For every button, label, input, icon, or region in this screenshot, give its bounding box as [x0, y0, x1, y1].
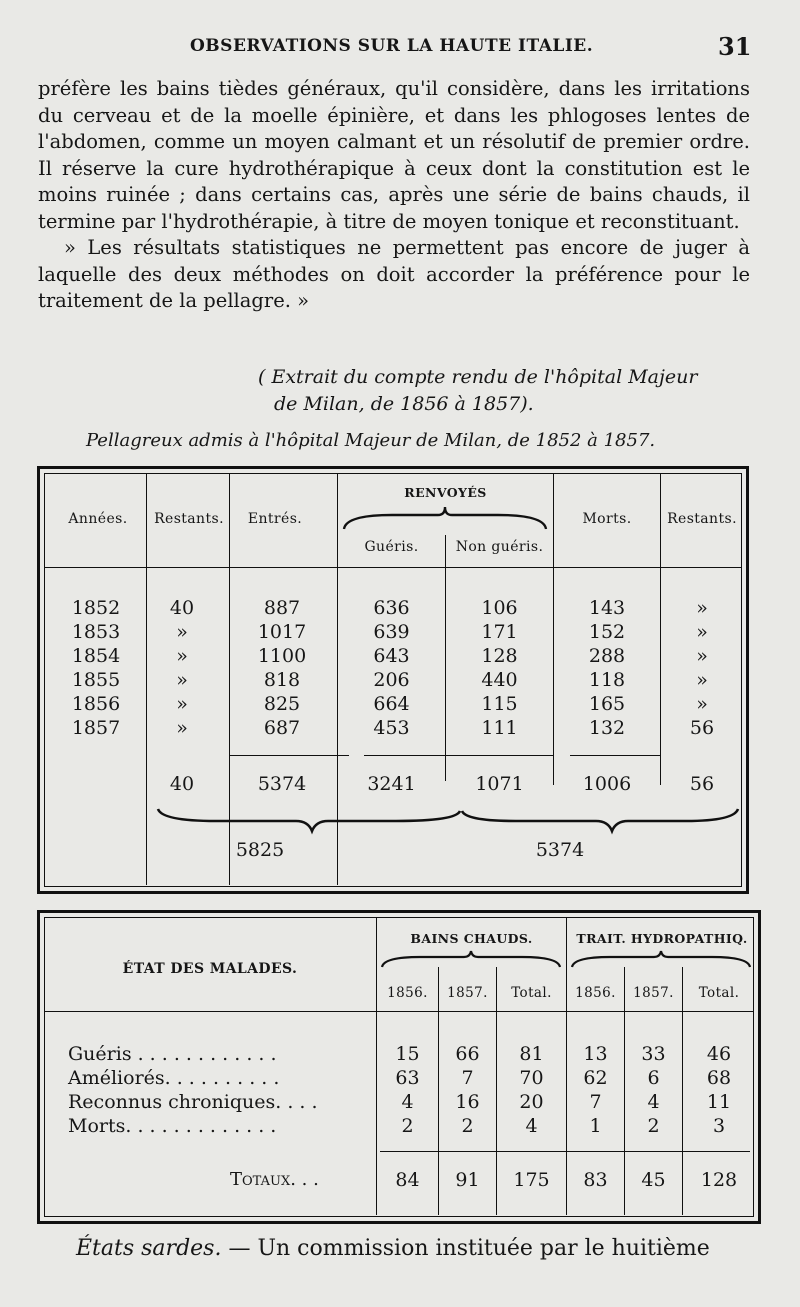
subheader: 1856. — [387, 985, 428, 1001]
cell: 4 — [647, 1091, 660, 1113]
cell: 7 — [589, 1091, 602, 1113]
cell: 639 — [373, 621, 410, 643]
subheader: Total. — [698, 985, 740, 1001]
body-text — [38, 76, 750, 315]
cell: 1854 — [71, 645, 121, 667]
cell: 2 — [401, 1115, 414, 1137]
page-number: 31 — [718, 32, 752, 61]
header-morts: Morts. — [582, 511, 632, 527]
cell: 56 — [689, 717, 715, 739]
cell: 4 — [401, 1091, 414, 1113]
row-label: Morts. . . . . . . . . . . . . — [68, 1115, 277, 1137]
cell: 13 — [583, 1043, 608, 1065]
group-header-bains: BAINS CHAUDS. — [410, 931, 533, 946]
cell: 115 — [481, 693, 518, 715]
header-rule — [44, 1011, 754, 1012]
etat-malades-table — [37, 910, 761, 1224]
cell: 40 — [169, 773, 195, 795]
cell: 128 — [481, 645, 518, 667]
cell: 3 — [712, 1115, 726, 1137]
sum-rule — [364, 755, 554, 756]
cell: 128 — [700, 1169, 738, 1191]
cell: 46 — [706, 1043, 732, 1065]
cell: 66 — [455, 1043, 480, 1065]
cell: 68 — [706, 1067, 732, 1089]
running-title: OBSERVATIONS SUR LA HAUTE ITALIE. — [190, 36, 594, 56]
brace-renvoyes — [342, 505, 548, 531]
cell: 11 — [706, 1091, 732, 1113]
group-header-hydro: TRAIT. HYDROPATHIQ. — [576, 931, 748, 946]
page-header — [0, 34, 800, 64]
cell: 7 — [461, 1067, 474, 1089]
cell: 1855 — [71, 669, 121, 691]
cell: » — [176, 693, 188, 715]
cell: 143 — [588, 597, 626, 619]
cell: » — [696, 693, 708, 715]
cell: 91 — [455, 1169, 480, 1191]
cell: 453 — [373, 717, 410, 739]
cell: 818 — [263, 669, 301, 691]
header-renvoyes: RENVOYÉS — [404, 485, 487, 500]
cell: 63 — [395, 1067, 420, 1089]
cell: 111 — [481, 717, 518, 739]
cell: 84 — [395, 1169, 420, 1191]
paragraph: » Les résultats statistiques ne permettent pas encore de juger à laquelle des deux méthodes on doit accorder la préférence pour le traitement de la pellagre. » — [38, 236, 750, 312]
footer-line — [76, 1236, 710, 1261]
cell: 664 — [373, 693, 410, 715]
cell: 887 — [263, 597, 301, 619]
row-label: Reconnus chroniques. . . . — [68, 1091, 318, 1113]
footer-text: — Un commission instituée par le huitième — [221, 1236, 710, 1261]
cell: 4 — [525, 1115, 538, 1137]
sum-rule — [380, 1151, 750, 1152]
cell: 825 — [263, 693, 301, 715]
header-annees: Années. — [68, 511, 128, 527]
subheader: 1857. — [447, 985, 488, 1001]
source-citation — [258, 364, 697, 418]
cell: 440 — [481, 669, 518, 691]
cell: 132 — [588, 717, 626, 739]
cell: 1852 — [71, 597, 121, 619]
cell: 636 — [373, 597, 410, 619]
cell: 83 — [583, 1169, 608, 1191]
source-line: de Milan, de 1856 à 1857). — [274, 393, 534, 415]
footer-italic: États sardes. — [76, 1236, 222, 1261]
paragraph: préfère les bains tièdes généraux, qu'il considère, dans les irritations du cerveau et de la moelle épinière, et dans les phlogoses lentes de l'abdomen, comme un moyen calmant et un résolutif de premier ordre. Il réserve la cure hydrothérapique à ceux dont la constitution est le moins ruinée ; dans certains cas, après une série de bains chauds, il termine par l'hydrothérapie, à titre de moyen tonique et reconstituant. — [38, 77, 750, 233]
header-non-gueris: Non guéris. — [455, 539, 544, 555]
grand-total-braces — [156, 805, 740, 839]
header-restants-final: Restants. — [667, 511, 737, 527]
cell: 1856 — [71, 693, 121, 715]
cell: 288 — [588, 645, 626, 667]
header-rule — [44, 567, 742, 568]
cell: 40 — [169, 597, 195, 619]
cell: 2 — [461, 1115, 474, 1137]
cell: 33 — [641, 1043, 666, 1065]
row-label: Améliorés. . . . . . . . . . — [68, 1067, 280, 1089]
cell: » — [696, 645, 708, 667]
cell: 175 — [513, 1169, 550, 1191]
cell: 16 — [455, 1091, 480, 1113]
table-caption: Pellagreux admis à l'hôpital Majeur de Milan, de 1852 à 1857. — [86, 430, 656, 451]
cell: 206 — [373, 669, 410, 691]
cell: 118 — [588, 669, 626, 691]
sum-rule — [570, 755, 660, 756]
cell: 1100 — [257, 645, 307, 667]
cell: » — [696, 597, 708, 619]
cell: 1017 — [257, 621, 307, 643]
row-label: Guéris . . . . . . . . . . . . — [68, 1043, 277, 1065]
cell: » — [696, 669, 708, 691]
cell: 165 — [588, 693, 626, 715]
cell: » — [176, 645, 188, 667]
cell: 687 — [263, 717, 301, 739]
cell: 70 — [519, 1067, 544, 1089]
grand-total-admitted: 5825 — [235, 839, 285, 861]
cell: 81 — [519, 1043, 544, 1065]
brace-hydro — [570, 949, 752, 969]
cell: 1857 — [71, 717, 121, 739]
cell: » — [176, 717, 188, 739]
cell: 6 — [647, 1067, 660, 1089]
cell: » — [176, 669, 188, 691]
cell: 1853 — [71, 621, 121, 643]
header-gueris: Guéris. — [364, 539, 419, 555]
table-title: ÉTAT DES MALADES. — [122, 961, 298, 977]
cell: 56 — [689, 773, 715, 795]
pellagreux-table — [37, 466, 749, 894]
source-line: ( Extrait du compte rendu de l'hôpital Majeur — [258, 366, 698, 388]
cell: 62 — [583, 1067, 608, 1089]
cell: 45 — [641, 1169, 666, 1191]
subheader: 1857. — [633, 985, 674, 1001]
header-restants: Restants. — [154, 511, 224, 527]
subheader: Total. — [511, 985, 552, 1001]
cell: 171 — [481, 621, 518, 643]
subheader: 1856. — [575, 985, 616, 1001]
totals-label: Totaux. . . — [230, 1169, 319, 1190]
cell: » — [696, 621, 708, 643]
cell: » — [176, 621, 188, 643]
cell: 1071 — [475, 773, 524, 795]
cell: 152 — [588, 621, 626, 643]
cell: 15 — [395, 1043, 420, 1065]
grand-total-discharged: 5374 — [535, 839, 585, 861]
cell: 106 — [481, 597, 518, 619]
sum-rule — [229, 755, 349, 756]
brace-bains — [380, 949, 562, 969]
cell: 1006 — [582, 773, 632, 795]
cell: 5374 — [257, 773, 307, 795]
cell: 2 — [647, 1115, 660, 1137]
cell: 643 — [373, 645, 410, 667]
cell: 3241 — [367, 773, 416, 795]
header-entres: Entrés. — [247, 511, 303, 527]
cell: 20 — [519, 1091, 544, 1113]
cell: 1 — [589, 1115, 602, 1137]
